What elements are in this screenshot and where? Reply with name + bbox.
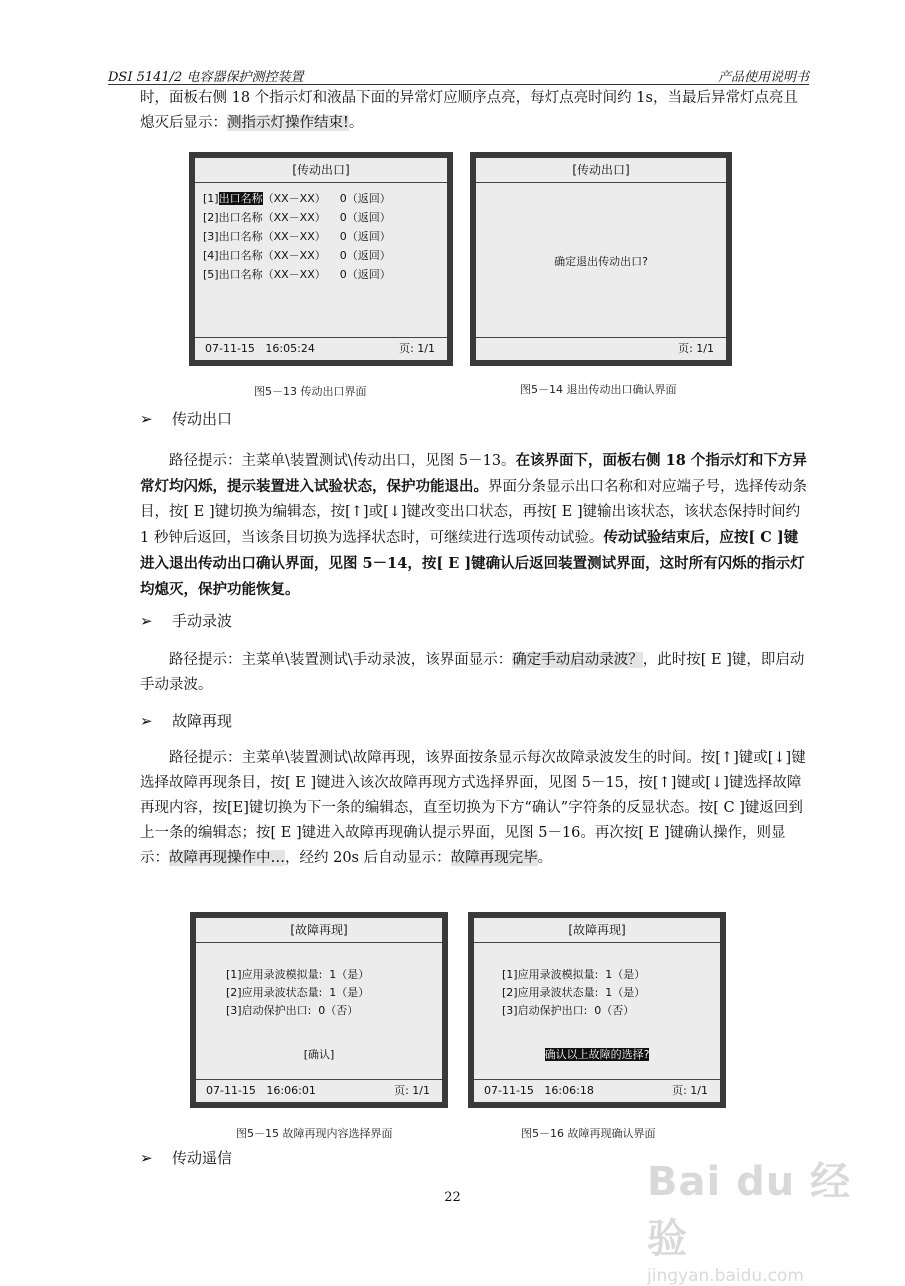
inverted-prompt: 确认以上故障的选择? — [544, 1048, 650, 1061]
header-title: DSI 5141/2 电容器保护测控装置 — [108, 70, 304, 85]
lcd-page: 页: 1/1 — [678, 342, 714, 355]
page-number: 22 — [444, 1190, 461, 1205]
section-paragraph: 路径提示：主菜单\装置测试\故障再现，该界面按条显示每次故障录波发生的时间。按[↑]键或[↓]键选择故障再现条目，按[ E ]键进入该次故障再现方式选择界面，见图 5－15，按[↑]键或[↓]键选择故障再现内容，按[E]键切换为下一条的编辑态，直至切换为下方“确认”字符条的反显状态。按[ C ]键返回到上一条的编辑态；按[ E ]键进入故障再现确认提示界面，见图 5－16。再次按[ E ]键确认操作，则显示：故障再现操作中…，经约 20s 后自动显示：故障再现完毕。 — [140, 750, 806, 866]
section-heading: ➢ 传动出口 — [140, 410, 233, 428]
lcd-screen-fig13 — [189, 152, 453, 366]
figure-caption: 图5－15 故障再现内容选择界面 — [236, 1127, 393, 1140]
lcd-screen-fig15 — [190, 912, 448, 1108]
lcd-timestamp: 07-11-15 16:06:18 — [484, 1084, 594, 1097]
lcd-footer — [476, 337, 726, 360]
section-heading: ➢ 传动遥信 — [140, 1149, 233, 1167]
lcd-row: [3]启动保护出口: 0（否） — [226, 1004, 359, 1017]
page-header — [108, 64, 809, 85]
lcd-row: [1]出口名称（XX－XX） 0（返回） — [203, 192, 391, 205]
lcd-row: [3]出口名称（XX－XX） 0（返回） — [203, 230, 391, 243]
lcd-timestamp: 07-11-15 16:05:24 — [205, 342, 315, 355]
lcd-prompt — [474, 1046, 720, 1062]
lcd-row: [2]应用录波状态量: 1（是） — [502, 986, 646, 999]
baidu-watermark — [647, 1150, 857, 1286]
lcd-row: [1]应用录波模拟量: 1（是） — [502, 968, 646, 981]
lcd-confirm: [确认] — [303, 1048, 335, 1061]
lcd-timestamp: 07-11-15 16:06:01 — [206, 1084, 316, 1097]
lcd-message: 确定退出传动出口? — [554, 255, 648, 268]
lcd-row: [1]应用录波模拟量: 1（是） — [226, 968, 370, 981]
watermark-url: jingyan.baidu.com — [647, 1266, 804, 1286]
lcd-row: [2]应用录波状态量: 1（是） — [226, 986, 370, 999]
figure-caption: 图5－13 传动出口界面 — [254, 385, 367, 398]
figure-caption: 图5－16 故障再现确认界面 — [521, 1127, 656, 1140]
lcd-row: [3]启动保护出口: 0（否） — [502, 1004, 635, 1017]
lcd-title: [传动出口] — [195, 158, 447, 183]
lcd-footer — [474, 1079, 720, 1102]
section-heading: ➢ 手动录波 — [140, 612, 233, 630]
lcd-footer — [196, 1079, 442, 1102]
lcd-row: [5]出口名称（XX－XX） 0（返回） — [203, 268, 391, 281]
lcd-title: [故障再现] — [474, 918, 720, 943]
lcd-screen-fig16 — [468, 912, 726, 1108]
intro-highlight: 测指示灯操作结束! — [227, 115, 349, 131]
lcd-page: 页: 1/1 — [399, 342, 435, 355]
lcd-title: [故障再现] — [196, 918, 442, 943]
lcd-title: [传动出口] — [476, 158, 726, 183]
intro-paragraph: 时，面板右侧 18 个指示灯和液晶下面的异常灯应顺序点亮，每灯点亮时间约 1s，当最后异常灯点亮且熄灭后显示：测指示灯操作结束!。 — [140, 90, 798, 131]
watermark-brand: Bai du 经验 — [647, 1159, 852, 1262]
section-heading: ➢ 故障再现 — [140, 712, 233, 730]
selected-item: 出口名称 — [218, 192, 263, 205]
lcd-screen-fig14 — [470, 152, 732, 366]
section-paragraph: 路径提示：主菜单\装置测试\手动录波，该界面显示：确定手动启动录波？，此时按[ E ]键，即启动手动录波。 — [140, 652, 805, 693]
section-paragraph: 路径提示：主菜单\装置测试\传动出口，见图 5－13。在该界面下，面板右侧 18 个指示灯和下方异常灯均闪烁，提示装置进入试验状态，保护功能退出。界面分条显示出口名称和对应端子号，选择传动条目，按[ E ]键切换为编辑态，按[↑]或[↓]键改变出口状态，再按[ E ]键输出该状态，该状态保持时间约 1 秒钟后返回，当该条目切换为选择状态时，可继续进行选项传动试验。传动试验结束后，应按[ C ]键进入退出传动出口确认界面，见图 5－14，按[ E ]键确认后返回装置测试界面，这时所有闪烁的指示灯均熄灭，保护功能恢复。 — [140, 452, 807, 598]
header-doc-type: 产品使用说明书 — [717, 70, 809, 85]
lcd-page: 页: 1/1 — [394, 1084, 430, 1097]
lcd-page: 页: 1/1 — [672, 1084, 708, 1097]
lcd-footer — [195, 337, 447, 360]
lcd-row: [4]出口名称（XX－XX） 0（返回） — [203, 249, 391, 262]
lcd-row: [2]出口名称（XX－XX） 0（返回） — [203, 211, 391, 224]
figure-caption: 图5－14 退出传动出口确认界面 — [520, 383, 677, 396]
